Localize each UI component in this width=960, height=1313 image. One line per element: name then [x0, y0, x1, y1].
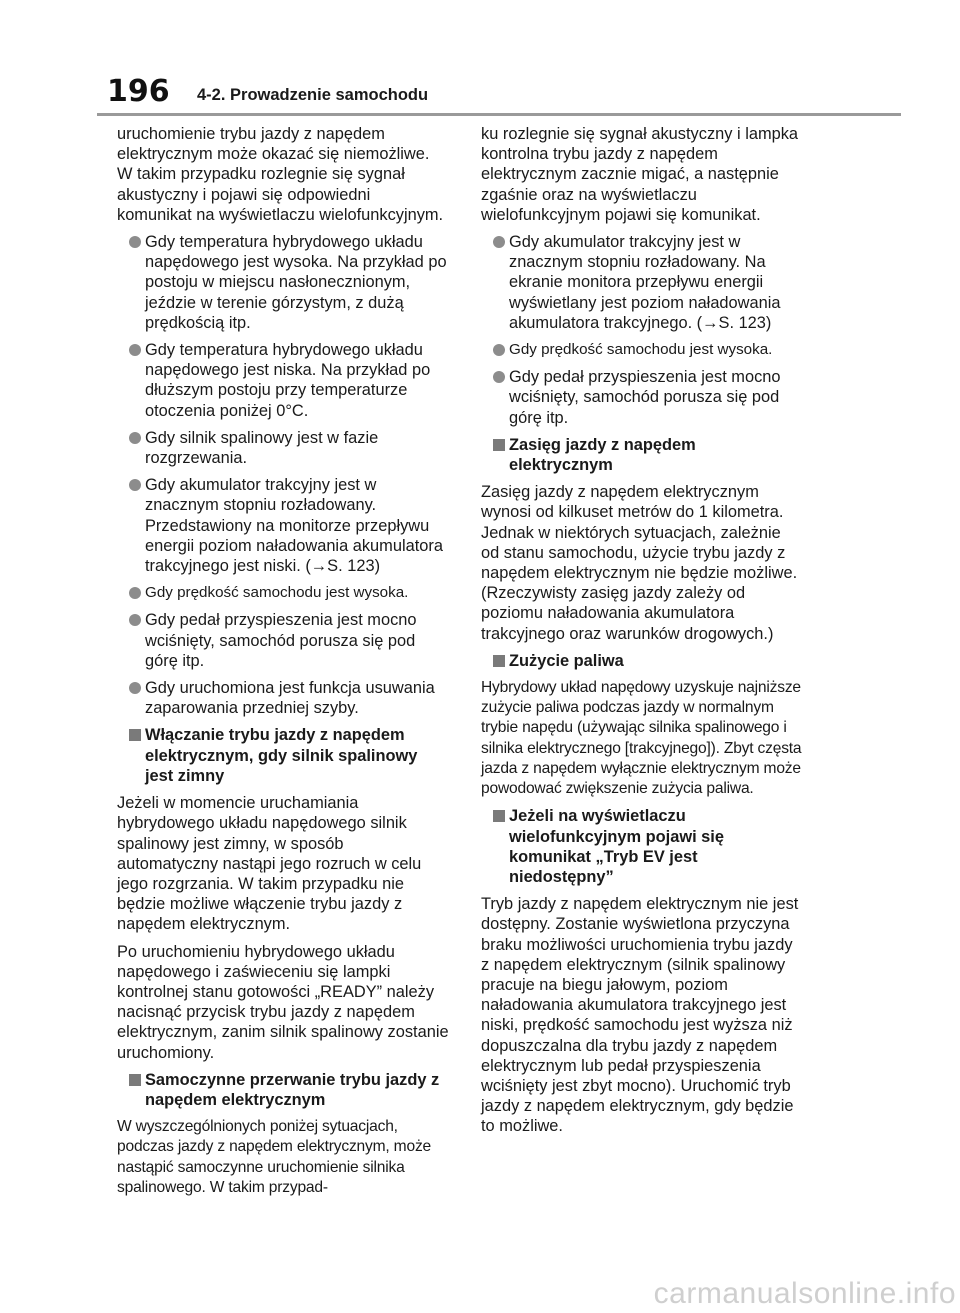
bullet-dot-icon — [129, 432, 141, 444]
list-item — [117, 610, 449, 671]
bullet-dot-icon — [493, 236, 505, 248]
paragraph-ev-range: Zasięg jazdy z napędem elektrycznym wynosi od kilkuset metrów do 1 kilometra. Jednak w niektórych sytuacjach, zależnie od stanu samochodu, użycie trybu jazdy z napędem elektrycznym nie będzie możliwe. (Rzeczywisty zasięg jazdy zależy od poziomu naładowania akumulatora trakcyjnego oraz warunków drogowych.) — [481, 483, 798, 643]
bullet-dot-icon — [493, 344, 505, 356]
heading-square-icon — [493, 439, 505, 451]
paragraph-auto-cancel: W wyszczególnionych poniżej sytuacjach, podczas jazdy z napędem elektrycznym, może nastąpić samoczynne uruchomienie silnika spalinowego. W takim przypad- — [117, 1118, 432, 1196]
bullet-dot-icon — [129, 479, 141, 491]
bullet-dot-icon — [129, 344, 141, 356]
list-item-text: Gdy pedał przyspieszenia jest mocno wciśnięty, samochód porusza się pod górę itp. — [145, 611, 417, 670]
heading-text: Samoczynne przerwanie trybu jazdy z napędem elektrycznym — [145, 1070, 440, 1109]
heading-text: Jeżeli na wyświetlaczu wielofunkcyjnym pojawi się komunikat „Tryb EV jest niedostępny” — [509, 807, 724, 886]
list-item — [481, 340, 803, 360]
section-heading-cold-engine — [117, 725, 449, 786]
list-item-text: Gdy akumulator trakcyjny jest w znacznym stopniu rozładowany. Na ekranie monitora przepływu energii wyświetlany jest poziom naładowania akumulatora trakcyjnego. (→S. 123) — [509, 233, 781, 332]
page-number: 196 — [107, 74, 170, 109]
bullet-dot-icon — [493, 371, 505, 383]
left-intro-paragraph: uruchomienie trybu jazdy z napędem elektrycznym może okazać się niemożliwe. W takim przypadku rozlegnie się sygnał akustyczny i pojawi się odpowiedni komunikat na wyświetlaczu wielofunkcyjnym. — [117, 125, 444, 224]
section-heading-auto-cancel — [117, 1070, 449, 1110]
list-item — [117, 232, 449, 333]
list-item — [117, 583, 449, 603]
section-heading-ev-unavailable — [481, 806, 803, 887]
watermark: carmanualsonline.info — [653, 1277, 956, 1310]
section-heading-fuel — [481, 651, 803, 671]
list-item — [117, 678, 449, 718]
heading-square-icon — [493, 810, 505, 822]
list-item — [481, 367, 803, 428]
heading-square-icon — [129, 729, 141, 741]
list-item — [117, 428, 449, 468]
heading-square-icon — [493, 655, 505, 667]
left-column — [117, 124, 449, 1205]
heading-text: Zużycie paliwa — [509, 651, 624, 670]
paragraph-fuel: Hybrydowy układ napędowy uzyskuje najniższe zużycie paliwa podczas jazdy w normalnym trybie napędu (używając silnika spalinowego i silnika elektrycznego [trakcyjnego]). Zbyt częsta jazda z napędem wyłącznie elektrycznym może powodować zwiększenie zużycia paliwa. — [481, 679, 802, 798]
bullet-dot-icon — [129, 587, 141, 599]
right-intro-paragraph: ku rozlegnie się sygnał akustyczny i lampka kontrolna trybu jazdy z napędem elektrycznym zacznie migać, a następnie zgaśnie oraz na wyświetlaczu wielofunkcyjnym pojawi się komunikat. — [481, 125, 799, 224]
list-item-text: Gdy uruchomiona jest funkcja usuwania zaparowania przedniej szyby. — [145, 679, 435, 718]
paragraph-cold-engine-1: Jeżeli w momencie uruchamiania hybrydowego układu napędowego silnik spalinowy jest zimny, w sposób automatyczny nastąpi jego rozruch w celu jego rozgrzania. W takim przypadku nie będzie możliwe włączenie trybu jazdy z napędem elektrycznym. — [117, 794, 422, 934]
paragraph-ev-unavailable: Tryb jazdy z napędem elektrycznym nie jest dostępny. Zostanie wyświetlona przyczyna braku możliwości uruchomienia trybu jazdy z napędem elektrycznym (silnik spalinowy pracuje na biegu jałowym, poziom naładowania akumulatora trakcyjnego jest niski, prędkość samochodu jest wyższa niż dopuszczalna dla trybu jazdy z napędem elektrycznym lub pedał przyspieszenia wciśnięty jest zbyt mocno). Uruchomić tryb jazdy z napędem elektrycznym, gdy będzie to możliwe. — [481, 895, 799, 1136]
section-heading-ev-range — [481, 435, 803, 475]
bullet-dot-icon — [129, 236, 141, 248]
heading-text: Zasięg jazdy z napędem elektrycznym — [509, 435, 696, 475]
list-item-text: Gdy prędkość samochodu jest wysoka. — [145, 584, 409, 602]
right-column — [481, 124, 803, 1144]
list-item-text: Gdy akumulator trakcyjny jest w znacznym stopniu rozładowany. Przedstawiony na monitorze przepływu energii poziom naładowania akumulatora trakcyjnego jest niski. (→S. 123) — [145, 476, 443, 576]
list-item-text: Gdy pedał przyspieszenia jest mocno wciśnięty, samochód porusza się pod górę itp. — [509, 368, 781, 427]
heading-text: Włączanie trybu jazdy z napędem elektrycznym, gdy silnik spalinowy jest zimny — [145, 726, 418, 785]
header-rule — [97, 113, 901, 116]
list-item-text: Gdy temperatura hybrydowego układu napędowego jest niska. Na przykład po dłuższym postoju przy temperaturze otoczenia poniżej 0°C. — [145, 341, 431, 420]
bullet-dot-icon — [129, 614, 141, 626]
bullet-dot-icon — [129, 682, 141, 694]
list-item-text: Gdy temperatura hybrydowego układu napędowego jest wysoka. Na przykład po postoju w miejscu nasłonecznionym, jeździe w terenie górzystym, z dużą prędkością itp. — [145, 233, 447, 332]
heading-square-icon — [129, 1074, 141, 1086]
list-item — [481, 232, 803, 333]
section-title: 4-2. Prowadzenie samochodu — [197, 86, 429, 104]
paragraph-cold-engine-2: Po uruchomieniu hybrydowego układu napędowego i zaświeceniu się lampki kontrolnej stanu gotowości „READY” należy nacisnąć przycisk trybu jazdy z napędem elektrycznym, zanim silnik spalinowy zostanie uruchomiony. — [117, 942, 449, 1062]
list-item-text: Gdy prędkość samochodu jest wysoka. — [509, 341, 773, 359]
list-item-text: Gdy silnik spalinowy jest w fazie rozgrzewania. — [145, 428, 379, 468]
list-item — [117, 340, 449, 421]
list-item — [117, 475, 449, 576]
